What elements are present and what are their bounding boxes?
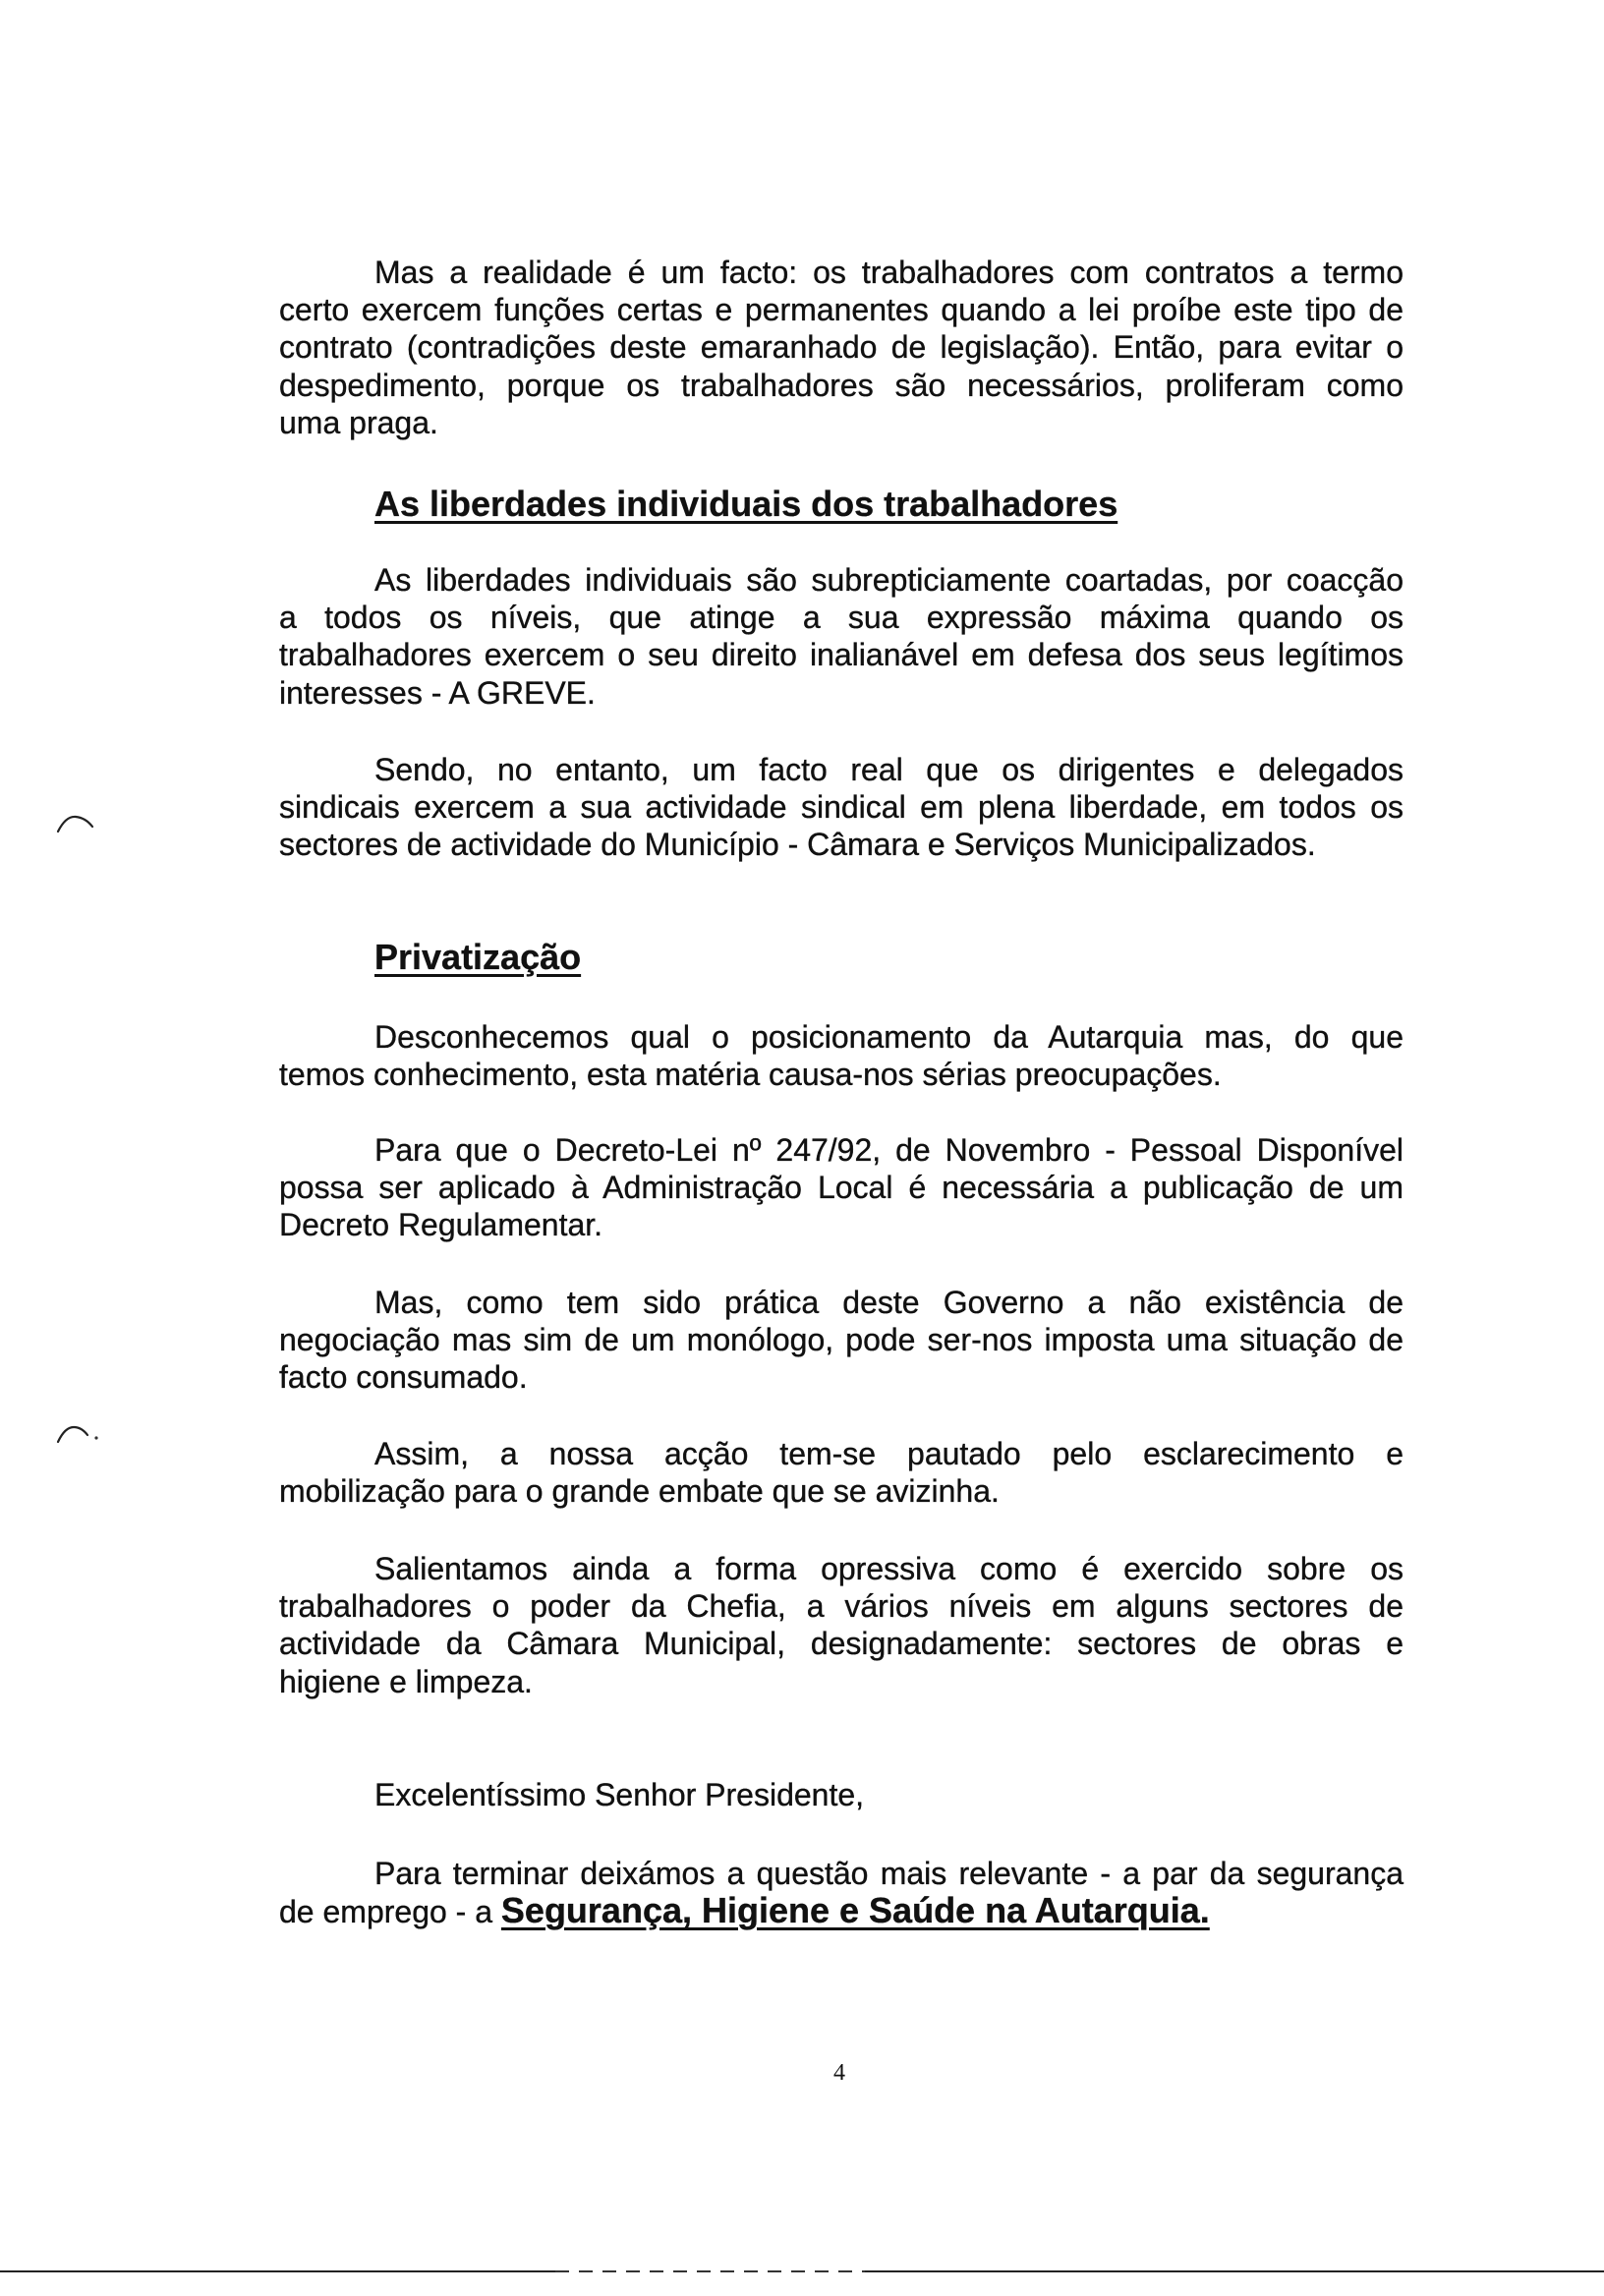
text-line: despedimento, porque os trabalhadores são necessários, proliferam como (279, 367, 1404, 403)
text-line: actividade da Câmara Municipal, designadamente: sectores de obras e (279, 1626, 1404, 1662)
text-line: certo exercem funções certas e permanentes quando a lei proíbe este tipo de (279, 292, 1404, 328)
paragraph-salutation (279, 1776, 1404, 1813)
scan-mark-icon (56, 1421, 101, 1445)
bottom-rule (555, 2270, 865, 2272)
paragraph-mobilization (279, 1435, 1404, 1510)
paragraph-closing (279, 1855, 1404, 1930)
bottom-rule (0, 2270, 555, 2272)
text-line: trabalhadores o poder da Chefia, a vários níveis em alguns sectores de (279, 1588, 1404, 1625)
text-line: temos conhecimento, esta matéria causa-nos sérias preocupações. (279, 1057, 1222, 1093)
emphasis-safety-hygiene-health: Segurança, Higiene e Saúde na Autarquia. (500, 1890, 1210, 1931)
text-line: a todos os níveis, que atinge a sua expressão máxima quando os (279, 600, 1404, 636)
page-number: 4 (833, 2060, 845, 2086)
text-line: higiene e limpeza. (279, 1663, 533, 1699)
paragraph-decree (279, 1131, 1404, 1244)
text-line: mobilização para o grande embate que se avizinha. (279, 1473, 1000, 1510)
text-line: Decreto Regulamentar. (279, 1207, 603, 1243)
text-line: uma praga. (279, 404, 438, 440)
heading-individual-liberties: As liberdades individuais dos trabalhadores (374, 484, 1118, 524)
paragraph-oppression (279, 1550, 1404, 1700)
text-line: contrato (contradições deste emaranhado de legislação). Então, para evitar o (279, 329, 1404, 366)
text-line: Mas, como tem sido prática deste Governo a não existência de (374, 1285, 1404, 1320)
paragraph-government (279, 1284, 1404, 1397)
text-line: Desconhecemos qual o posicionamento da Autarquia mas, do que (374, 1019, 1404, 1055)
text-line: Mas a realidade é um facto: os trabalhadores com contratos a termo (374, 255, 1404, 290)
paragraph-liberties (279, 561, 1404, 712)
text-line (279, 1892, 1404, 1930)
text-line: possa ser aplicado à Administração Local é necessária a publicação de um (279, 1170, 1404, 1206)
scan-mark-icon (56, 812, 95, 835)
bottom-rule (865, 2270, 1604, 2272)
heading-privatization: Privatização (374, 937, 582, 977)
text-line: facto consumado. (279, 1359, 528, 1396)
text-line: sectores de actividade do Município - Câmara e Serviços Municipalizados. (279, 827, 1316, 863)
text-fragment: de emprego - a (279, 1894, 501, 1930)
text-line: interesses - A GREVE. (279, 674, 596, 711)
text-line: Para que o Decreto-Lei nº 247/92, de Novembro - Pessoal Disponível (374, 1132, 1404, 1168)
text-line: Para terminar deixámos a questão mais relevante - a par da segurança (374, 1856, 1404, 1891)
text-line: Salientamos ainda a forma opressiva como é exercido sobre os (374, 1551, 1404, 1586)
paragraph-contracts (279, 254, 1404, 441)
text-line: Excelentíssimo Senhor Presidente, (374, 1777, 865, 1812)
text-line: negociação mas sim de um monólogo, pode ser-nos imposta uma situação de (279, 1322, 1404, 1358)
text-line: sindicais exercem a sua actividade sindical em plena liberdade, em todos os (279, 789, 1404, 826)
paragraph-position (279, 1018, 1404, 1093)
text-line: Sendo, no entanto, um facto real que os dirigentes e delegados (374, 752, 1404, 787)
text-line: trabalhadores exercem o seu direito inalianável em defesa dos seus legítimos (279, 637, 1404, 673)
text-line: As liberdades individuais são subrepticiamente coartadas, por coacção (374, 562, 1404, 598)
paragraph-union-activity (279, 751, 1404, 864)
text-line: Assim, a nossa acção tem-se pautado pelo esclarecimento e (374, 1436, 1404, 1471)
